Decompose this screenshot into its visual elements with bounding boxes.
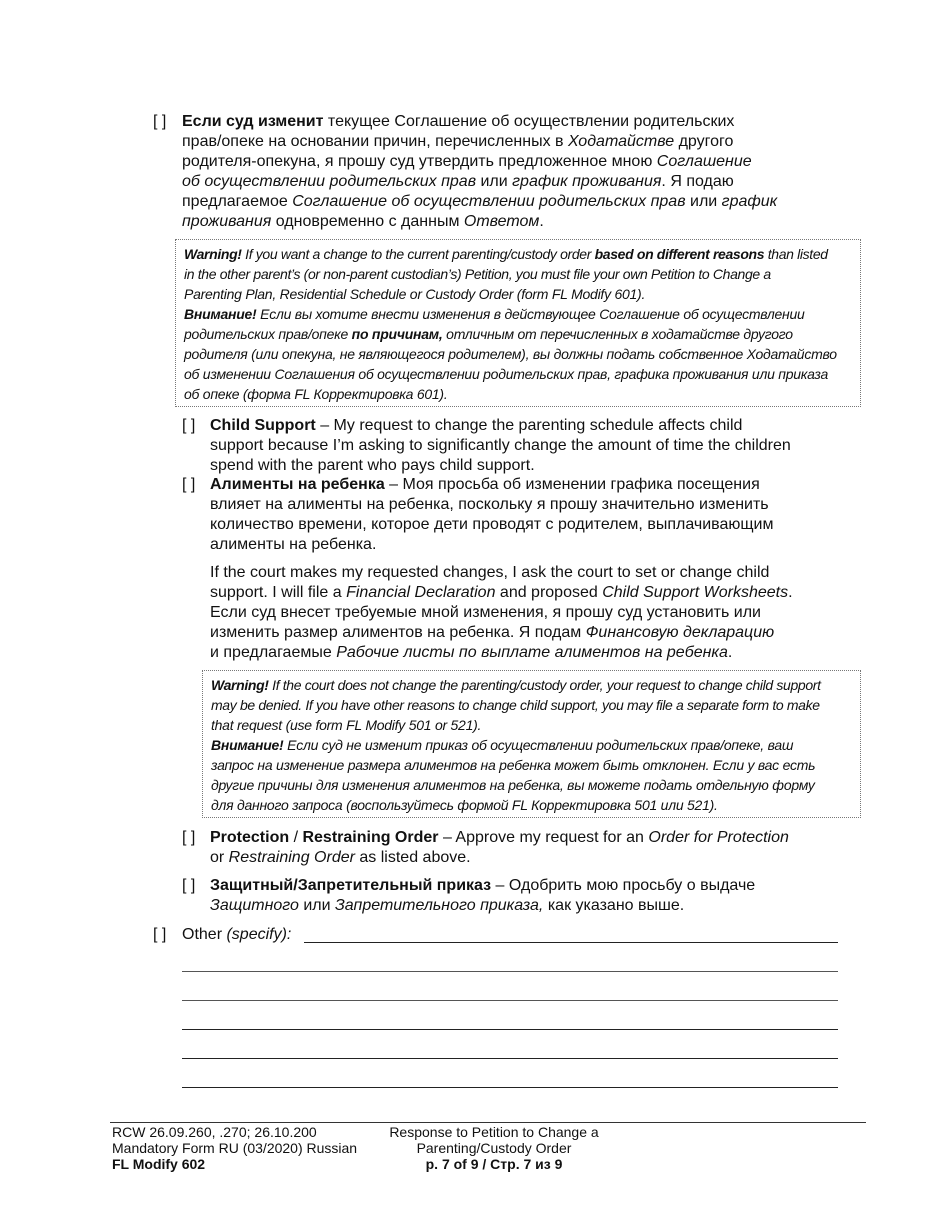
protection-ru-paragraph (210, 876, 860, 916)
text: Ответом (463, 213, 540, 230)
other-specify-line-5[interactable] (182, 1058, 838, 1059)
text: Ходатайстве (567, 133, 675, 150)
checkbox-protection-order-ru[interactable]: [ ] (182, 877, 196, 894)
text: Защитный/Запретительный приказ (210, 877, 492, 894)
child-support-paragraph (210, 416, 860, 476)
text: Order for Protection (648, 829, 789, 846)
text: Child Support Worksheets (602, 584, 789, 601)
text: или (298, 897, 335, 914)
text: запрос на изменение размера алиментов на ребенка может быть отклонен. Если у вас есть (211, 757, 816, 773)
text: по причинам, (351, 326, 443, 342)
text: одновременно с данным (271, 213, 464, 230)
text: и предлагаемые (210, 644, 337, 661)
text: / (289, 829, 303, 846)
text: или (476, 173, 513, 190)
other-specify-line-1[interactable] (304, 942, 838, 943)
text: изменить размер алиментов на ребенка. Я подам (210, 624, 586, 641)
text: Protection (210, 829, 290, 846)
text: – My request to change the parenting schedule affects child (315, 417, 743, 434)
text: об изменении Соглашения об осуществлении родительских прав, графика проживания или приказа (184, 366, 829, 382)
checkbox-other[interactable]: [ ] (153, 926, 167, 943)
text: support. I will file a (210, 584, 347, 601)
text: Соглашение об осуществлении родительских прав (292, 193, 686, 210)
text: If you want a change to the current parenting/custody order (241, 246, 595, 262)
text: прав/опеке на основании причин, перечисленных в (182, 133, 568, 150)
alimony-paragraph (210, 475, 860, 555)
text: родителя (или опекуна, не являющегося родителем), вы должны подать собственное Ходатайство (184, 346, 837, 362)
text: may be denied. If you have other reasons to change child support, you may file a separate form to make (211, 697, 820, 713)
text: . (727, 644, 733, 661)
text: . Я подаю (661, 173, 734, 190)
text: Warning! (184, 246, 242, 262)
checkbox-child-support[interactable]: [ ] (182, 417, 196, 434)
text: Если суд внесет требуемые мной изменения, я прошу суд установить или (210, 604, 761, 621)
footer-center (384, 1124, 604, 1172)
checkbox-court-changes[interactable]: [ ] (153, 113, 167, 130)
text: RCW 26.09.260, .270; 26.10.200 (112, 1124, 317, 1140)
text: Если вы хотите внести изменения в действующее Соглашение об осуществлении (256, 306, 805, 322)
text: график (721, 193, 778, 210)
text: количество времени, которое дети проводят с родителем, выплачивающим (210, 516, 774, 533)
text: для данного запроса (воспользуйтесь формой FL Корректировка 501 или 521). (211, 797, 718, 813)
warning-box-different-reasons (175, 239, 861, 407)
text: другие причины для изменения алиментов на ребенка, вы можете подать отдельную форму (211, 777, 815, 793)
text: об опеке (форма FL Корректировка 601). (184, 386, 448, 402)
text: Restraining Order (302, 829, 439, 846)
text: предлагаемое (182, 193, 293, 210)
text: или (685, 193, 722, 210)
text: FL Modify 602 (112, 1156, 206, 1172)
text: – Approve my request for an (438, 829, 649, 846)
text: Child Support (210, 417, 316, 434)
text: Запретительного приказа, (334, 897, 544, 914)
text: (specify): (226, 926, 292, 943)
text: If the court does not change the parenting/custody order, your request to change child support (268, 677, 821, 693)
text: support because I’m asking to significantly change the amount of time the children (210, 437, 791, 454)
text: Внимание! (184, 306, 257, 322)
text: Соглашение (656, 153, 752, 170)
text: отличным от перечисленных в ходатайстве другого (442, 326, 793, 342)
page-number: p. 7 of 9 / Стр. 7 из 9 (425, 1156, 563, 1172)
protection-paragraph (210, 828, 860, 868)
text: Внимание! (211, 737, 284, 753)
checkbox-alimony[interactable]: [ ] (182, 476, 196, 493)
text: алименты на ребенка. (210, 536, 377, 553)
court-changes-paragraph (182, 112, 862, 232)
other-specify-line-3[interactable] (182, 1000, 838, 1001)
text: Алименты на ребенка (210, 476, 385, 493)
text: spend with the parent who pays child support. (210, 457, 535, 474)
text: Mandatory Form RU (03/2020) Russian (112, 1140, 358, 1156)
text: Parenting Plan, Residential Schedule or Custody Order (form FL Modify 601). (184, 286, 646, 302)
footer-left (112, 1124, 357, 1172)
text: that request (use form FL Modify 501 or 521). (211, 717, 482, 733)
text: Response to Petition to Change a (389, 1124, 599, 1140)
text: график проживания (512, 173, 662, 190)
text: Если суд не изменит приказ об осуществлении родительских прав/опеке, ваш (283, 737, 794, 753)
other-specify-line-2[interactable] (182, 971, 838, 972)
text: in the other parent’s (or non-parent custodian’s) Petition, you must file your own Petition to Change a (184, 266, 771, 282)
other-specify-line-6[interactable] (182, 1087, 838, 1088)
text: родителя-опекуна, я прошу суд утвердить предложенное мною (182, 153, 657, 170)
text: Parenting/Custody Order (416, 1140, 572, 1156)
text: Restraining Order (228, 849, 355, 866)
text: If the court makes my requested changes, I ask the court to set or change child (210, 564, 770, 581)
text: Защитного (210, 897, 299, 914)
other-label (182, 925, 291, 945)
warning-box-child-support (202, 670, 861, 818)
text: текущее Соглашение об осуществлении родительских (323, 113, 735, 130)
court-set-support-paragraph (210, 563, 860, 663)
footer-divider (110, 1122, 866, 1123)
text: – Одобрить мою просьбу о выдаче (491, 877, 756, 894)
text: based on different reasons (594, 246, 765, 262)
text: как указано выше. (543, 897, 685, 914)
checkbox-protection-order[interactable]: [ ] (182, 829, 196, 846)
other-specify-line-4[interactable] (182, 1029, 838, 1030)
text: . (788, 584, 793, 601)
text: . (539, 213, 544, 230)
text: as listed above. (354, 849, 471, 866)
text: об осуществлении родительских прав (182, 173, 477, 190)
text: – Моя просьба об изменении графика посещения (384, 476, 760, 493)
text: or (210, 849, 229, 866)
text: Financial Declaration (346, 584, 496, 601)
text: Финансовую декларацию (585, 624, 775, 641)
text: Warning! (211, 677, 269, 693)
text: and proposed (495, 584, 603, 601)
court-changes-lead: Если суд изменит (182, 113, 324, 130)
text: другого (674, 133, 734, 150)
text: влияет на алименты на ребенка, поскольку я прошу значительно изменить (210, 496, 769, 513)
text: Рабочие листы по выплате алиментов на ребенка (336, 644, 728, 661)
text: Other (182, 926, 223, 943)
text: родительских прав/опеке (184, 326, 352, 342)
text: than listed (764, 246, 828, 262)
text: проживания (182, 213, 272, 230)
